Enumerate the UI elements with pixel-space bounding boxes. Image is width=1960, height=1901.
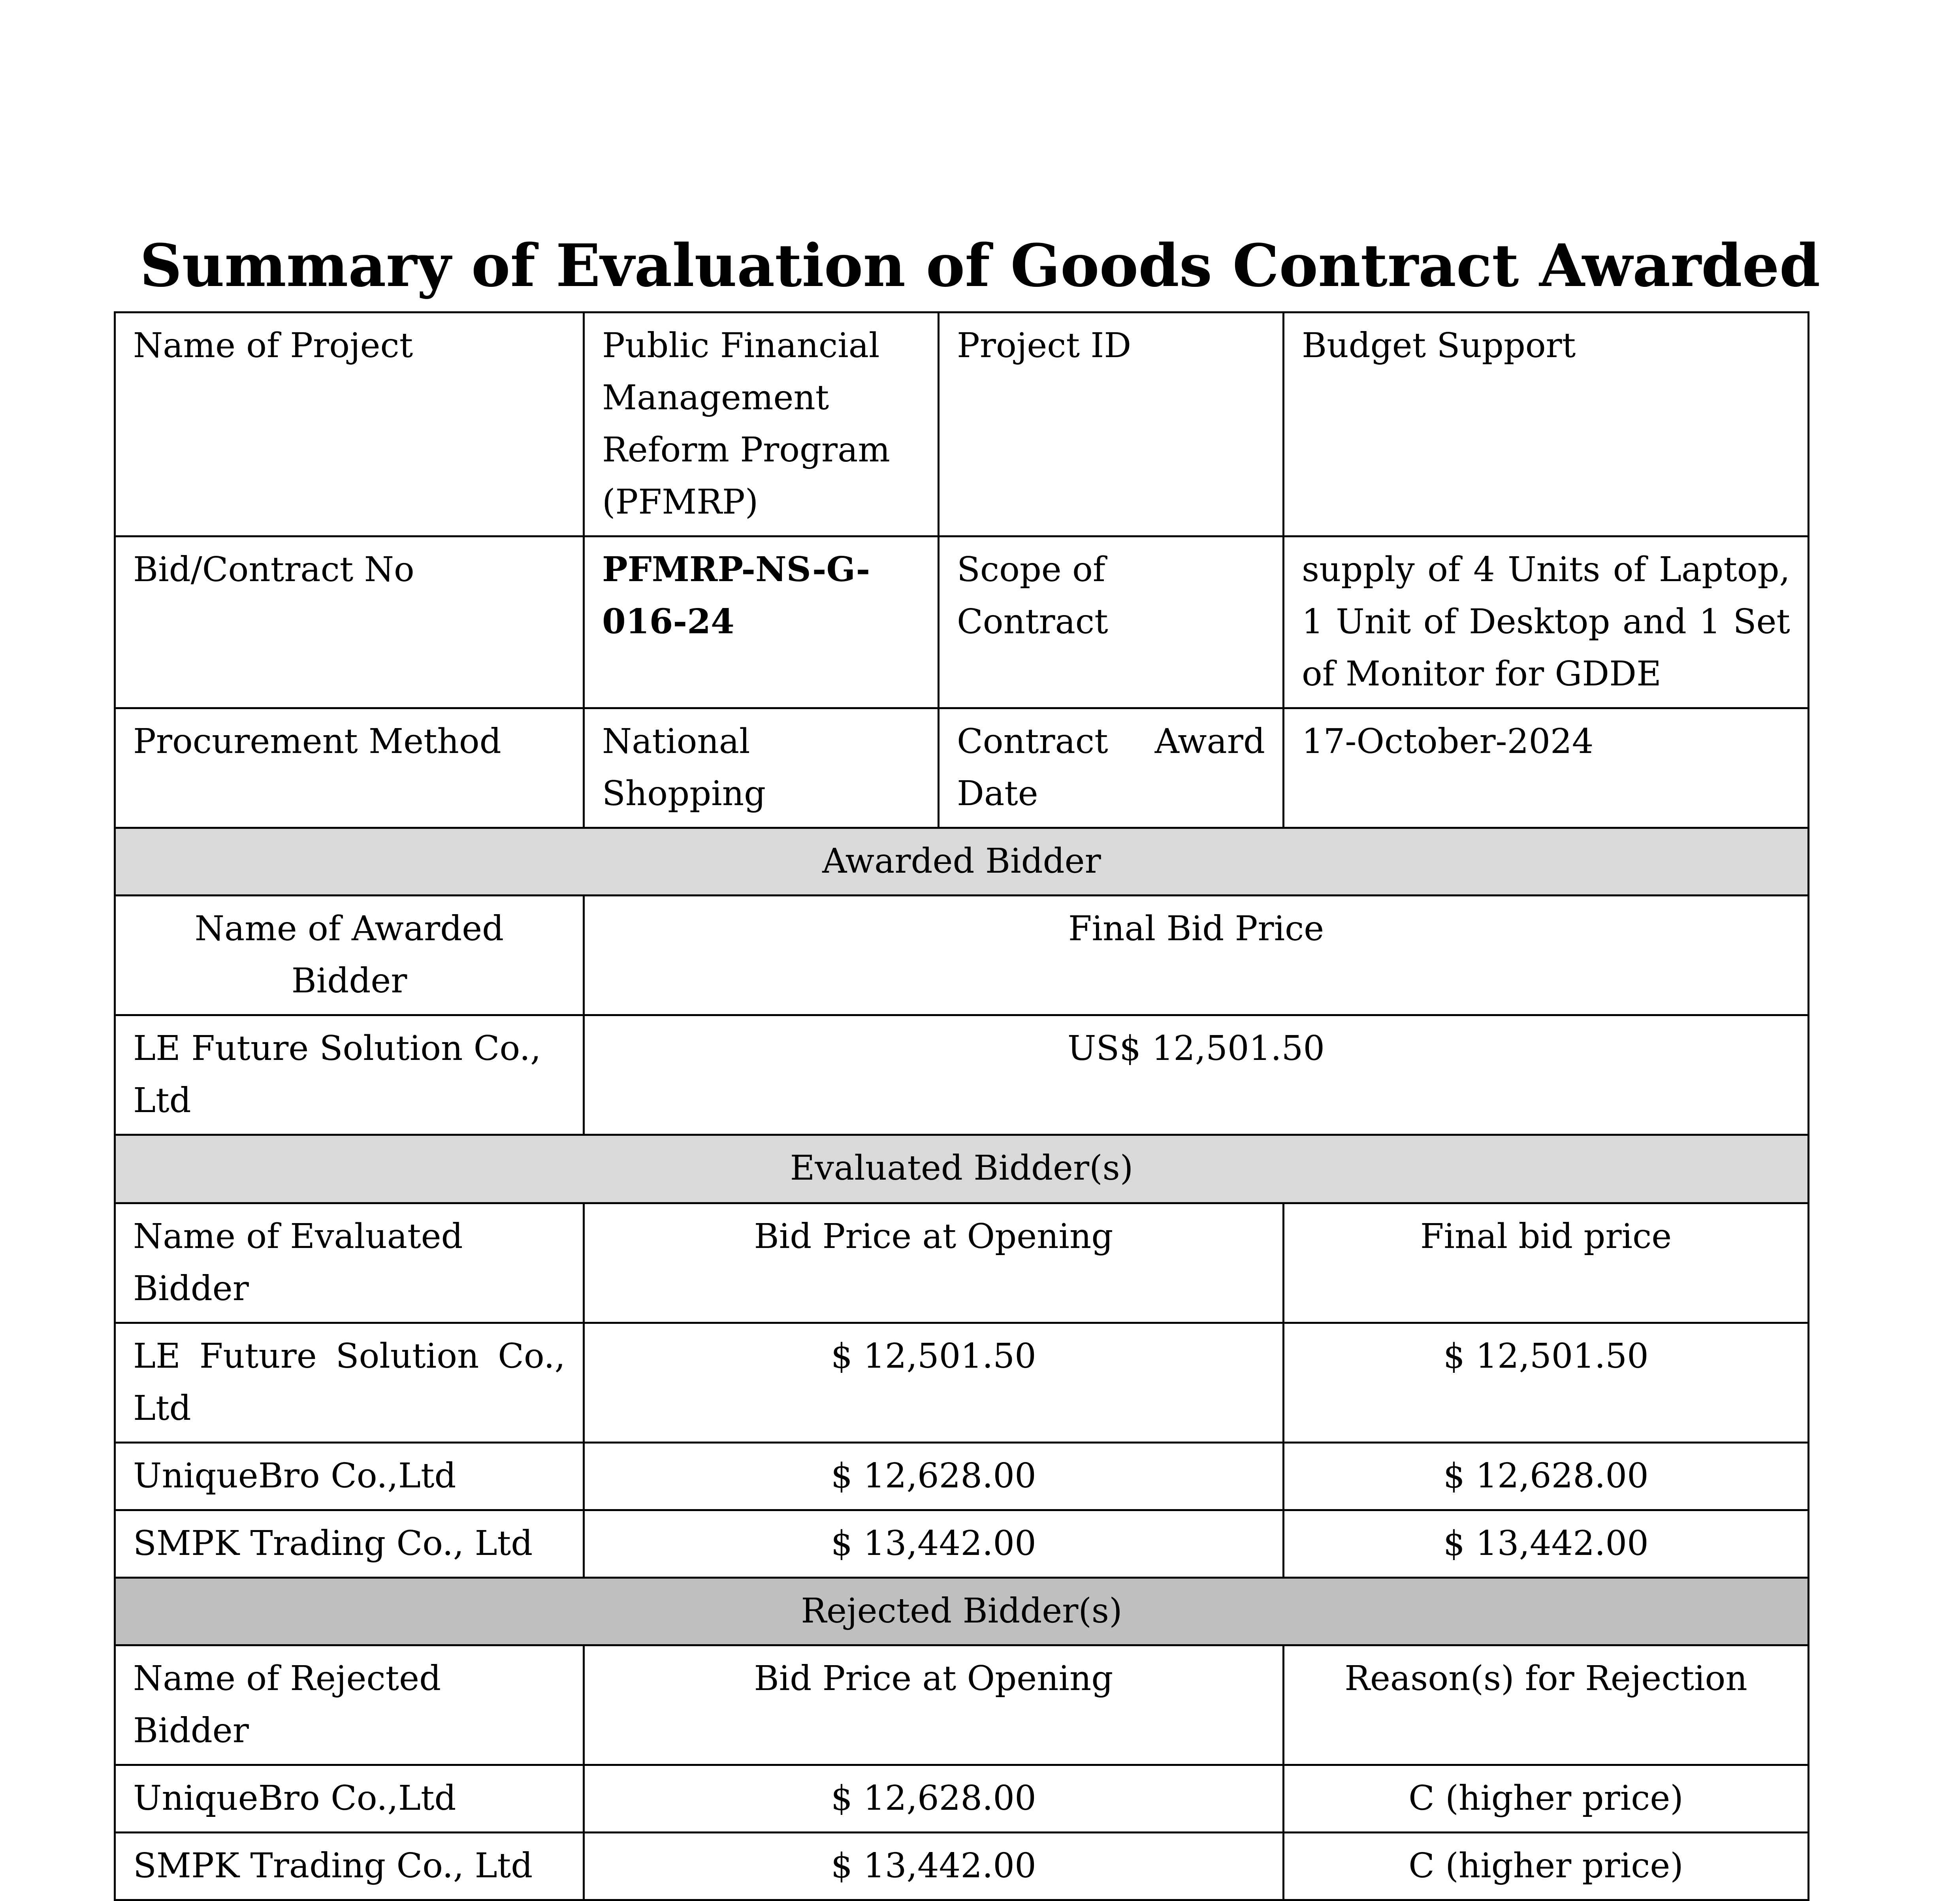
page-title: Summary of Evaluation of Goods Contract Awarded xyxy=(139,231,1821,300)
rejected-bidder-name: SMPK Trading Co., Ltd xyxy=(115,1833,584,1900)
procurement-method-row xyxy=(115,708,1809,828)
rejected-bidder-name: UniqueBro Co.,Ltd xyxy=(115,1765,584,1833)
table-row xyxy=(115,1323,1809,1443)
awarded-col-price: Final Bid Price xyxy=(584,896,1809,1015)
project-row xyxy=(115,312,1809,536)
awarded-bidder-name: LE Future Solution Co., Ltd xyxy=(115,1015,584,1135)
evaluated-col-opening: Bid Price at Opening xyxy=(584,1203,1284,1323)
evaluated-bidder-name: SMPK Trading Co., Ltd xyxy=(115,1510,584,1578)
evaluation-summary-table xyxy=(114,311,1809,1901)
evaluated-section-row xyxy=(115,1135,1809,1203)
bid-no-label: Bid/Contract No xyxy=(115,536,584,708)
rejected-header-row xyxy=(115,1645,1809,1765)
rejected-col-opening: Bid Price at Opening xyxy=(584,1645,1284,1765)
rejected-reason: C (higher price) xyxy=(1284,1765,1809,1833)
project-id-label: Project ID xyxy=(939,312,1284,536)
awarded-header-row xyxy=(115,896,1809,1015)
method-value: National Shopping xyxy=(584,708,939,828)
awarded-final-price: US$ 12,501.50 xyxy=(584,1015,1809,1135)
rejected-section-title: Rejected Bidder(s) xyxy=(115,1578,1809,1645)
table-row xyxy=(115,1443,1809,1510)
evaluated-final-price: $ 12,501.50 xyxy=(1284,1323,1809,1443)
table-row xyxy=(115,1510,1809,1578)
evaluated-opening-price: $ 13,442.00 xyxy=(584,1510,1284,1578)
awarded-section-row xyxy=(115,828,1809,896)
awarded-col-name: Name of Awarded Bidder xyxy=(115,896,584,1015)
evaluated-header-row xyxy=(115,1203,1809,1323)
project-id-value: Budget Support xyxy=(1284,312,1809,536)
evaluated-opening-price: $ 12,628.00 xyxy=(584,1443,1284,1510)
rejected-col-name: Name of Rejected Bidder xyxy=(115,1645,584,1765)
evaluated-opening-price: $ 12,501.50 xyxy=(584,1323,1284,1443)
bid-contract-row xyxy=(115,536,1809,708)
award-date-value: 17-October-2024 xyxy=(1284,708,1809,828)
bid-no-value: PFMRP-NS-G-016-24 xyxy=(584,536,939,708)
method-label: Procurement Method xyxy=(115,708,584,828)
awarded-data-row xyxy=(115,1015,1809,1135)
rejected-opening-price: $ 12,628.00 xyxy=(584,1765,1284,1833)
award-date-label: Contract Award Date xyxy=(939,708,1284,828)
table-row xyxy=(115,1765,1809,1833)
rejected-section-row xyxy=(115,1578,1809,1645)
evaluated-section-title: Evaluated Bidder(s) xyxy=(115,1135,1809,1203)
evaluated-bidder-name: LE Future Solution Co., Ltd xyxy=(115,1323,584,1443)
rejected-opening-price: $ 13,442.00 xyxy=(584,1833,1284,1900)
evaluated-final-price: $ 12,628.00 xyxy=(1284,1443,1809,1510)
evaluated-col-final: Final bid price xyxy=(1284,1203,1809,1323)
evaluated-final-price: $ 13,442.00 xyxy=(1284,1510,1809,1578)
scope-label: Scope of Contract xyxy=(939,536,1284,708)
awarded-section-title: Awarded Bidder xyxy=(115,828,1809,896)
evaluated-col-name: Name of Evaluated Bidder xyxy=(115,1203,584,1323)
rejected-reason: C (higher price) xyxy=(1284,1833,1809,1900)
rejected-col-reason: Reason(s) for Rejection xyxy=(1284,1645,1809,1765)
scope-value: supply of 4 Units of Laptop, 1 Unit of Desktop and 1 Set of Monitor for GDDE xyxy=(1284,536,1809,708)
table-row xyxy=(115,1833,1809,1900)
project-name-value: Public Financial Management Reform Program (PFMRP) xyxy=(584,312,939,536)
evaluated-bidder-name: UniqueBro Co.,Ltd xyxy=(115,1443,584,1510)
project-name-label: Name of Project xyxy=(115,312,584,536)
